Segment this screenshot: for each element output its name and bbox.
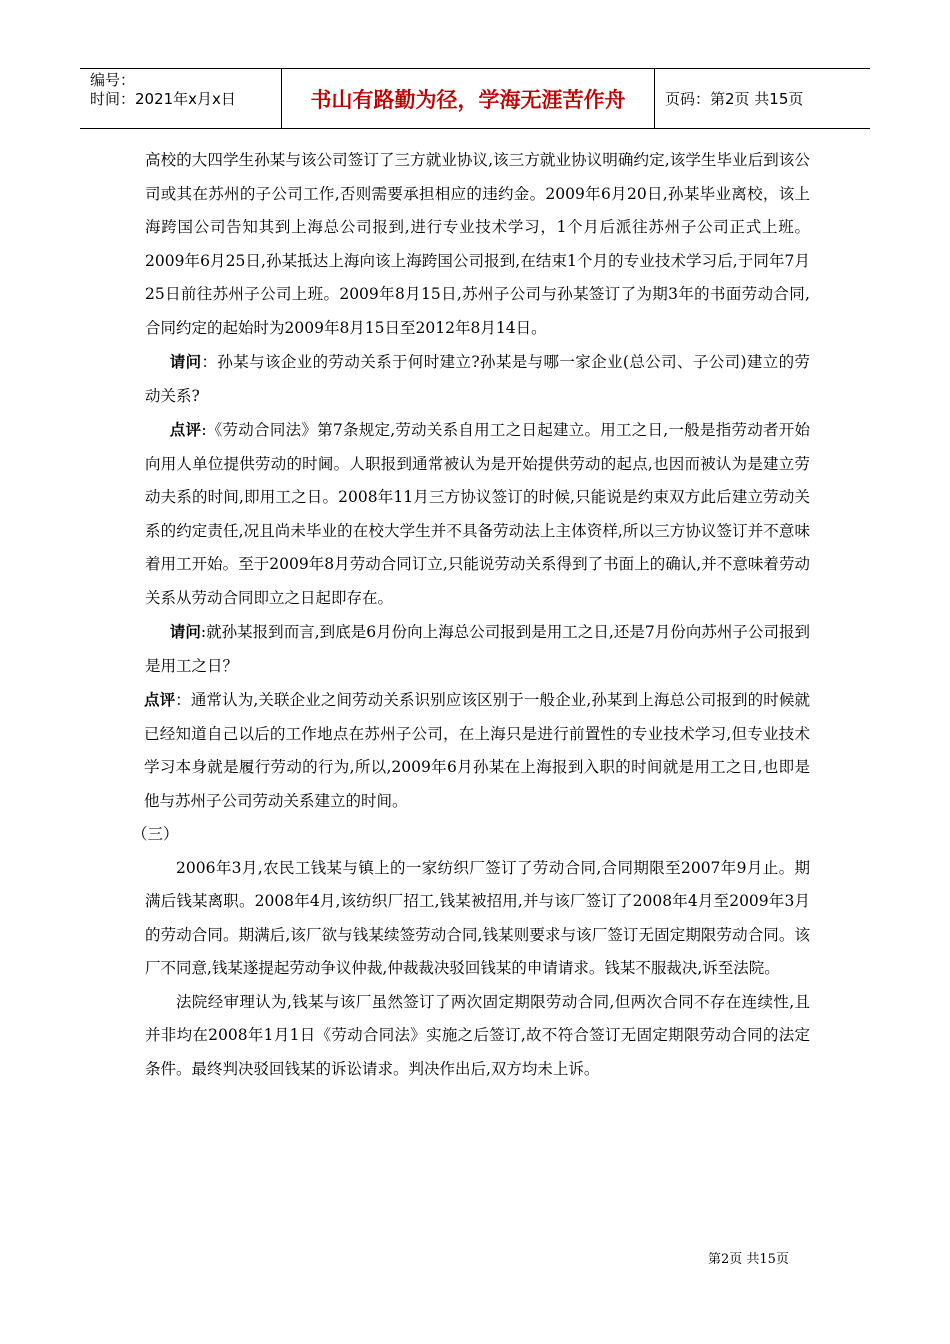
header-page-info: 页码：第2页 共15页 bbox=[665, 90, 804, 108]
document-date: 时间：2021年x月x日 bbox=[90, 90, 236, 108]
question-2-label: 请问 bbox=[169, 622, 201, 641]
comment-2 bbox=[144, 683, 810, 818]
page-header bbox=[80, 68, 870, 129]
question-1-text: ：孙某与该企业的劳动关系于何时建立?孙某是与哪一家企业(总公司、子公司)建立的劳动关系? bbox=[145, 353, 810, 405]
comment-1 bbox=[145, 413, 810, 615]
document-body bbox=[132, 144, 810, 1086]
question-1-label: 请问 bbox=[169, 352, 202, 371]
comment-2-text: ：通常认为,关联企业之间劳动关系识别应该区别于一般企业,孙某到上海总公司报到的时候就已经知道自己以后的工作地点在苏州子公司，在上海只是进行前置性的专业技术学习,但专业技术学习本身就是履行劳动的行为,所以,2009年6月孙某在上海报到入职的时间就是用工之日,也即是他与苏州子公司劳动关系建立的时间。 bbox=[144, 691, 810, 810]
paragraph-case-3: 2006年3月,农民工钱某与镇上的一家纺织厂签订了劳动合同,合同期限至2007年9月止。期满后钱某离职。2008年4月,该纺织厂招工,钱某被招用,并与该厂签订了2008年4月至2009年3月的劳动合同。期满后,该厂欲与钱某续签劳动合同,钱某则要求与该厂签订无固定期限劳动合同。该厂不同意,钱某遂提起劳动争议仲裁,仲裁裁决驳回钱某的申请请求。钱某不服裁决,诉至法院。 bbox=[145, 858, 810, 977]
comment-1-label: 点评 bbox=[169, 420, 202, 439]
paragraph-court-ruling: 法院经审理认为,钱某与该厂虽然签订了两次固定期限劳动合同,但两次合同不存在连续性,且并非均在2008年1月1日《劳动合同法》实施之后签订,故不符合签订无固定期限劳动合同的法定条件。最终判决驳回钱某的诉讼请求。判决作出后,双方均未上诉。 bbox=[145, 992, 810, 1078]
page-footer: 第2页 共15页 bbox=[708, 1252, 789, 1267]
comment-2-label: 点评 bbox=[144, 690, 176, 709]
paragraph-case-intro: 高校的大四学生孙某与该公司签订了三方就业协议,该三方就业协议明确约定,该学生毕业后到该公司或其在苏州的子公司工作,否则需要承担相应的违约金。2009年6月20日,孙某毕业离校，该上海跨国公司告知其到上海总公司报到,进行专业技术学习，1个月后派往苏州子公司正式上班。2009年6月25日,孙某抵达上海向该上海跨国公司报到,在结束1个月的专业技术学习后,于同年7月25日前往苏州子公司上班。2009年8月15日,苏州子公司与孙某签订了为期3年的书面劳动合同,合同约定的起始时为2009年8月15日至2012年8月14日。 bbox=[145, 151, 810, 337]
comment-1-text: :《劳动合同法》第7条规定,劳动关系自用工之日起建立。用工之日,一般是指劳动者开始向用人单位提供劳动的时阃。人职报到通常被认为是开始提供劳动的起点,也因而被认为是建立劳动夫系的时间,即用工之日。2008年11月三方协议签订的时候,只能说是约束双方此后建立劳动关系的约定责任,况且尚未毕业的在校大学生并不具备劳动法上主体资样,所以三方协议签订并不意味着用工开始。至于2009年8月劳动合同订立,只能说劳动关系得到了书面上的确认,并不意味着劳动关系从劳动合同即立之日起即存在。 bbox=[145, 421, 810, 607]
question-2 bbox=[145, 615, 810, 683]
section-heading: （三） bbox=[132, 825, 179, 843]
document-number-label: 编号： bbox=[90, 71, 136, 89]
header-motto: 书山有路勤为径，学海无涯苦作舟 bbox=[282, 69, 655, 128]
question-1 bbox=[145, 345, 810, 413]
question-2-text: :就孙某报到而言,到底是6月份向上海总公司报到是用工之日,还是7月份向苏州子公司报到是用工之日？ bbox=[145, 623, 810, 675]
header-meta bbox=[80, 69, 282, 128]
